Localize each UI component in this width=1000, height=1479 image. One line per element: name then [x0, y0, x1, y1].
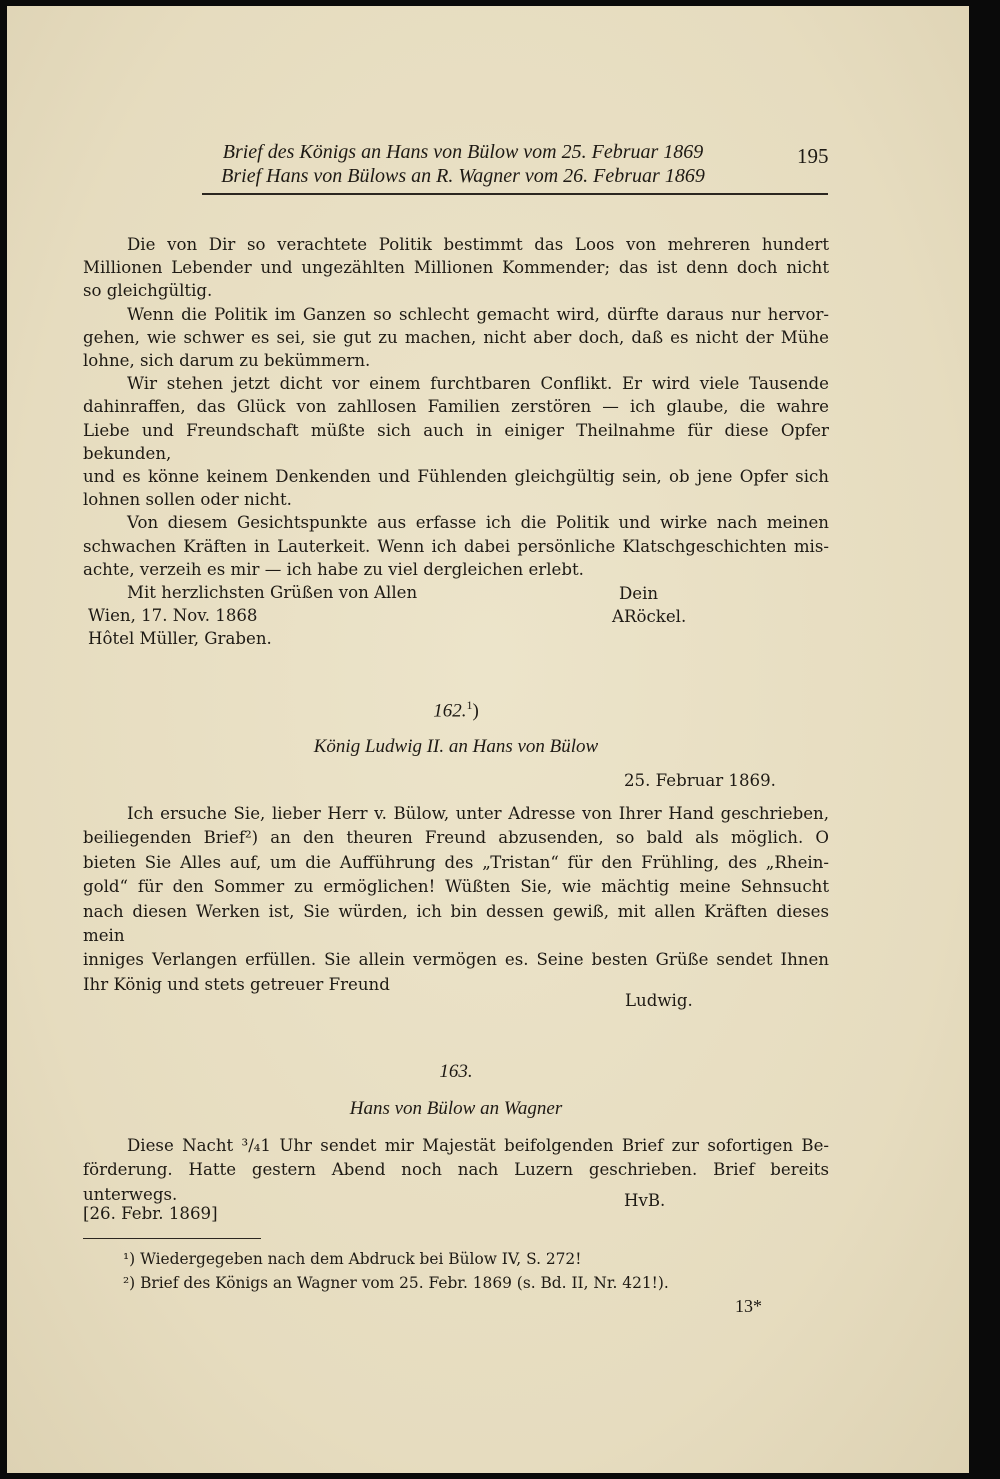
- signature: Ludwig.: [625, 991, 693, 1010]
- book-page: [7, 6, 969, 1473]
- paragraph: [83, 372, 829, 511]
- address: Hôtel Müller, Graben.: [88, 629, 272, 648]
- text-line: Wenn die Politik im Ganzen so schlecht gemacht wird, dürfte daraus nur hervor-: [127, 304, 829, 324]
- text-line: inniges Verlangen erfüllen. Sie allein vermögen es. Seine besten Grüße sendet Ihnen: [83, 950, 829, 970]
- header-rule: [202, 193, 828, 195]
- footnote-2: ²) Brief des Königs an Wagner vom 25. Febr. 1869 (s. Bd. II, Nr. 421!).: [123, 1274, 669, 1292]
- footnote-rule: [83, 1238, 261, 1239]
- letter-162-number: 162.$^1$): [433, 698, 479, 722]
- text-line: lohne, sich darum zu bekümmern.: [83, 351, 371, 371]
- paragraph: [83, 511, 829, 581]
- letter-163-number: 163.: [439, 1061, 473, 1082]
- running-head: [203, 140, 829, 188]
- running-head-line-1: Brief des Königs an Hans von Bülow vom 25. Februar 1869: [222, 141, 704, 163]
- letter-162-body: [83, 802, 829, 997]
- text-line: nach diesen Werken ist, Sie würden, ich bin dessen gewiß, mit allen Kräften dieses mein: [83, 901, 829, 946]
- signature: HvB.: [624, 1191, 666, 1210]
- letter-161-body: [83, 233, 829, 604]
- paragraph: [83, 581, 829, 604]
- page-number: 195: [797, 144, 829, 168]
- text-line: Wir stehen jetzt dicht vor einem furchtbaren Conflikt. Er wird viele Tausende: [127, 374, 829, 394]
- letter-163-body: [83, 1134, 829, 1207]
- text-line: Mit herzlichsten Grüßen von Allen: [127, 583, 418, 603]
- text-line: Ihr König und stets getreuer Freund: [83, 974, 390, 994]
- letter-date: [26. Febr. 1869]: [83, 1204, 218, 1223]
- text-line: und es könne keinem Denkenden und Fühlenden gleichgültig sein, ob jene Opfer sich: [83, 467, 829, 487]
- text-line: Von diesem Gesichtspunkte aus erfasse ich die Politik und wirke nach meinen: [127, 513, 829, 533]
- paragraph: [83, 1134, 829, 1207]
- text-line: dahinraffen, das Glück von zahllosen Familien zerstören — ich glaube, die wahre: [83, 397, 829, 417]
- text-line: so gleichgültig.: [83, 281, 213, 301]
- running-head-line-2: Brief Hans von Bülows an R. Wagner vom 26. Februar 1869: [221, 165, 705, 187]
- text-line: achte, verzeih es mir — ich habe zu viel dergleichen erlebt.: [83, 559, 584, 579]
- paragraph: [83, 233, 829, 303]
- letter-number: 162.: [433, 700, 467, 722]
- text-line: Millionen Lebender und ungezählten Millionen Kommender; das ist denn doch nicht: [83, 258, 829, 278]
- signature: ARöckel.: [612, 607, 687, 626]
- text-line: Ich ersuche Sie, lieber Herr v. Bülow, unter Adresse von Ihrer Hand geschrieben,: [127, 804, 829, 823]
- footnote-ref: 1: [466, 698, 473, 712]
- letter-date: 25. Februar 1869.: [624, 771, 776, 790]
- text-line: Die von Dir so verachtete Politik bestimmt das Loos von mehreren hundert: [127, 235, 829, 254]
- letter-163-title: Hans von Bülow an Wagner: [349, 1098, 563, 1119]
- text-line: bieten Sie Alles auf, um die Aufführung des „Tristan“ für den Frühling, des „Rhein-: [83, 852, 829, 872]
- text-line: schwachen Kräften in Lauterkeit. Wenn ich dabei persönliche Klatschgeschichten mis-: [83, 536, 829, 556]
- footnote-1: ¹) Wiedergegeben nach dem Abdruck bei Bülow IV, S. 272!: [123, 1250, 582, 1268]
- text-line: beiliegenden Brief²) an den theuren Freund abzusenden, so bald als möglich. O: [83, 828, 829, 848]
- signature-mark: 13*: [735, 1296, 762, 1316]
- letter-162-title: König Ludwig II. an Hans von Bülow: [313, 736, 599, 757]
- text-line: lohnen sollen oder nicht.: [83, 490, 292, 510]
- place-date: Wien, 17. Nov. 1868: [88, 606, 258, 625]
- paragraph: [83, 802, 829, 997]
- text-line: Liebe und Freundschaft müßte sich auch in einiger Theilnahme für diese Opfer bekunden,: [83, 420, 829, 463]
- text-line: gold“ für den Sommer zu ermöglichen! Wüßten Sie, wie mächtig meine Sehnsucht: [83, 877, 829, 897]
- closing: Dein: [619, 584, 659, 603]
- paragraph: [83, 303, 829, 373]
- text-line: Diese Nacht ³/₄1 Uhr sendet mir Majestät beifolgenden Brief zur sofortigen Be-: [127, 1136, 829, 1155]
- text-line: gehen, wie schwer es sei, sie gut zu machen, nicht aber doch, daß es nicht der Mühe: [83, 327, 829, 347]
- text-line: förderung. Hatte gestern Abend noch nach Luzern geschrieben. Brief bereits unterwegs.: [83, 1160, 829, 1204]
